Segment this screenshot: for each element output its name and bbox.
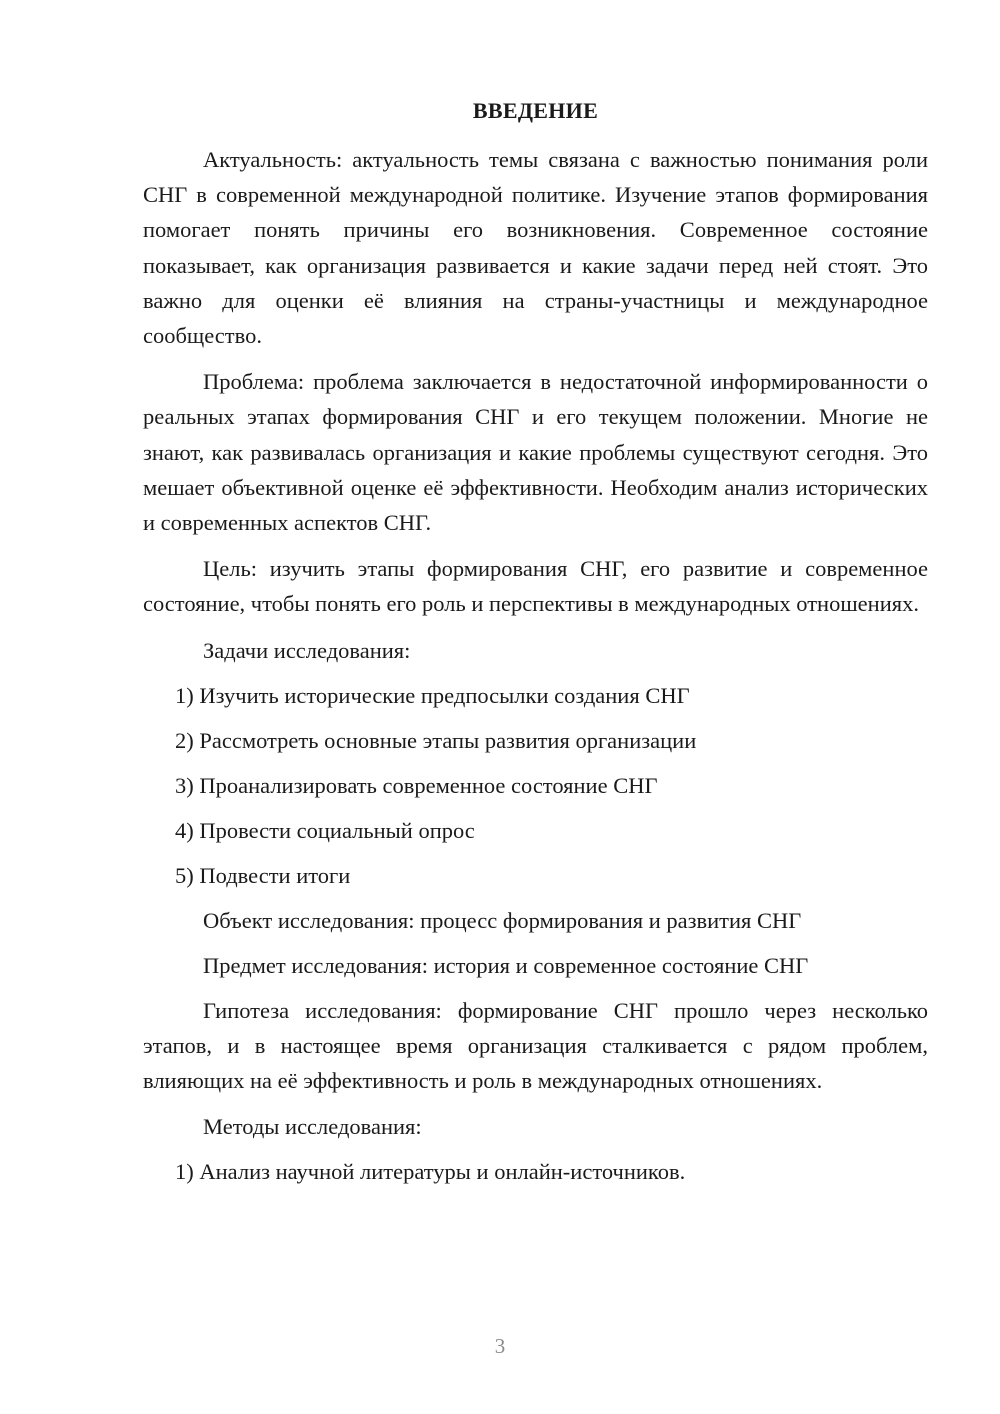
methods-heading: Методы исследования: [203, 1114, 422, 1140]
page-number: 3 [494, 1334, 506, 1358]
research-subject: Предмет исследования: история и современное состояние СНГ [203, 952, 809, 978]
problem-paragraph: Проблема: проблема заключается в недостаточной информированности о реальных этапах формирования СНГ и его текущем положении. Многие не знают, как развивалась организация и какие проблемы существуют сегодня. Это мешает объективной оценке её эффективности. Необходим анализ исторических и современных аспектов СНГ. [143, 369, 928, 536]
list-item: 5) Подвести итоги [175, 862, 351, 888]
list-item: 2) Рассмотреть основные этапы развития организации [175, 727, 697, 753]
list-item: 1) Анализ научной литературы и онлайн-источников. [175, 1159, 686, 1185]
methods-list [143, 1154, 928, 1189]
research-object: Объект исследования: процесс формирования и развития СНГ [203, 907, 802, 933]
list-item: 3) Проанализировать современное состояние СНГ [175, 772, 658, 798]
tasks-list [143, 678, 928, 893]
page-content [143, 95, 928, 1199]
list-item: 1) Изучить исторические предпосылки создания СНГ [175, 682, 690, 708]
list-item: 4) Провести социальный опрос [175, 817, 475, 843]
page-title: ВВЕДЕНИЕ [472, 98, 599, 123]
goal-paragraph: Цель: изучить этапы формирования СНГ, его развитие и современное состояние, чтобы понять его роль и перспективы в международных отношениях. [143, 556, 928, 617]
hypothesis-paragraph: Гипотеза исследования: формирование СНГ прошло через несколько этапов, и в настоящее время организация сталкивается с рядом проблем, влияющих на её эффективность и роль в международных отношениях. [143, 997, 928, 1094]
tasks-heading: Задачи исследования: [203, 637, 411, 663]
relevance-paragraph: Актуальность: актуальность темы связана с важностью понимания роли СНГ в современной международной политике. Изучение этапов формирования помогает понять причины его возникновения. Современное состояние показывает, как организация развивается и какие задачи перед ней стоят. Это важно для оценки её влияния на страны-участницы и международное сообщество. [143, 147, 928, 349]
